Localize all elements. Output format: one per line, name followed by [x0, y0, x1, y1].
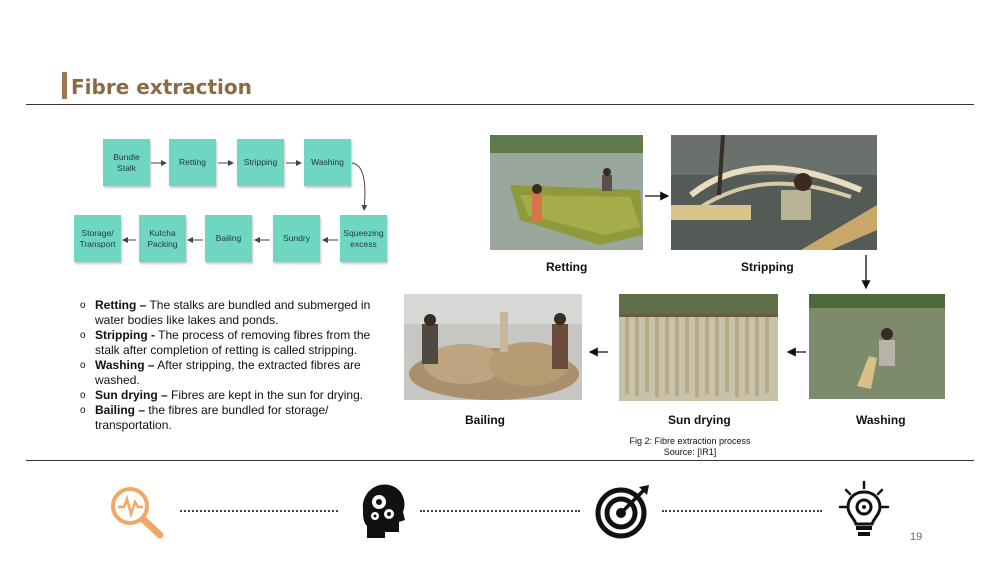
page-title: Fibre extraction	[71, 75, 252, 99]
step-sundry: Sundry	[273, 215, 320, 262]
footer-dotted-line-3	[662, 510, 822, 512]
retting-caption: Retting	[546, 260, 588, 274]
footer-dotted-line-1	[180, 510, 338, 512]
head-gears-icon	[355, 482, 411, 538]
bottom-divider	[26, 460, 974, 461]
stripping-caption: Stripping	[741, 260, 794, 274]
washing-caption: Washing	[856, 413, 906, 427]
step-squeezing-excess: Squeezing excess	[340, 215, 387, 262]
page-number: 19	[910, 531, 923, 543]
sun-drying-caption: Sun drying	[668, 413, 731, 427]
step-retting: Retting	[169, 139, 216, 186]
footer-dotted-line-2	[420, 510, 580, 512]
magnifier-analysis-icon	[108, 484, 168, 540]
lightbulb-gear-icon	[836, 480, 892, 540]
list-item: o Retting – The stalks are bundled and submerged in water bodies like lakes and ponds.	[80, 298, 371, 327]
target-icon	[595, 483, 651, 539]
list-item: o Washing – After stripping, the extracted fibres are washed.	[80, 358, 361, 387]
step-stripping: Stripping	[237, 139, 284, 186]
step-bundle-stalk: Bundle Stalk	[103, 139, 150, 186]
bailing-caption: Bailing	[465, 413, 506, 427]
list-item: o Bailing – the fibres are bundled for storage/ transportation.	[80, 403, 329, 432]
figure-caption-title: Fig 2: Fibre extraction process	[629, 436, 751, 446]
list-item: o Sun drying – Fibres are kept in the sun for drying.	[80, 388, 364, 402]
step-washing: Washing	[304, 139, 351, 186]
figure-caption-source: Source: [IR1]	[663, 447, 717, 457]
figure-caption	[590, 436, 790, 458]
step-storage-transport: Storage/ Transport	[74, 215, 121, 262]
step-kutcha-packing: Kutcha Packing	[139, 215, 186, 262]
step-bailing: Bailing	[205, 215, 252, 262]
list-item: o Stripping - The process of removing fibres from the stalk after completion of retting is called stripping.	[80, 328, 371, 357]
